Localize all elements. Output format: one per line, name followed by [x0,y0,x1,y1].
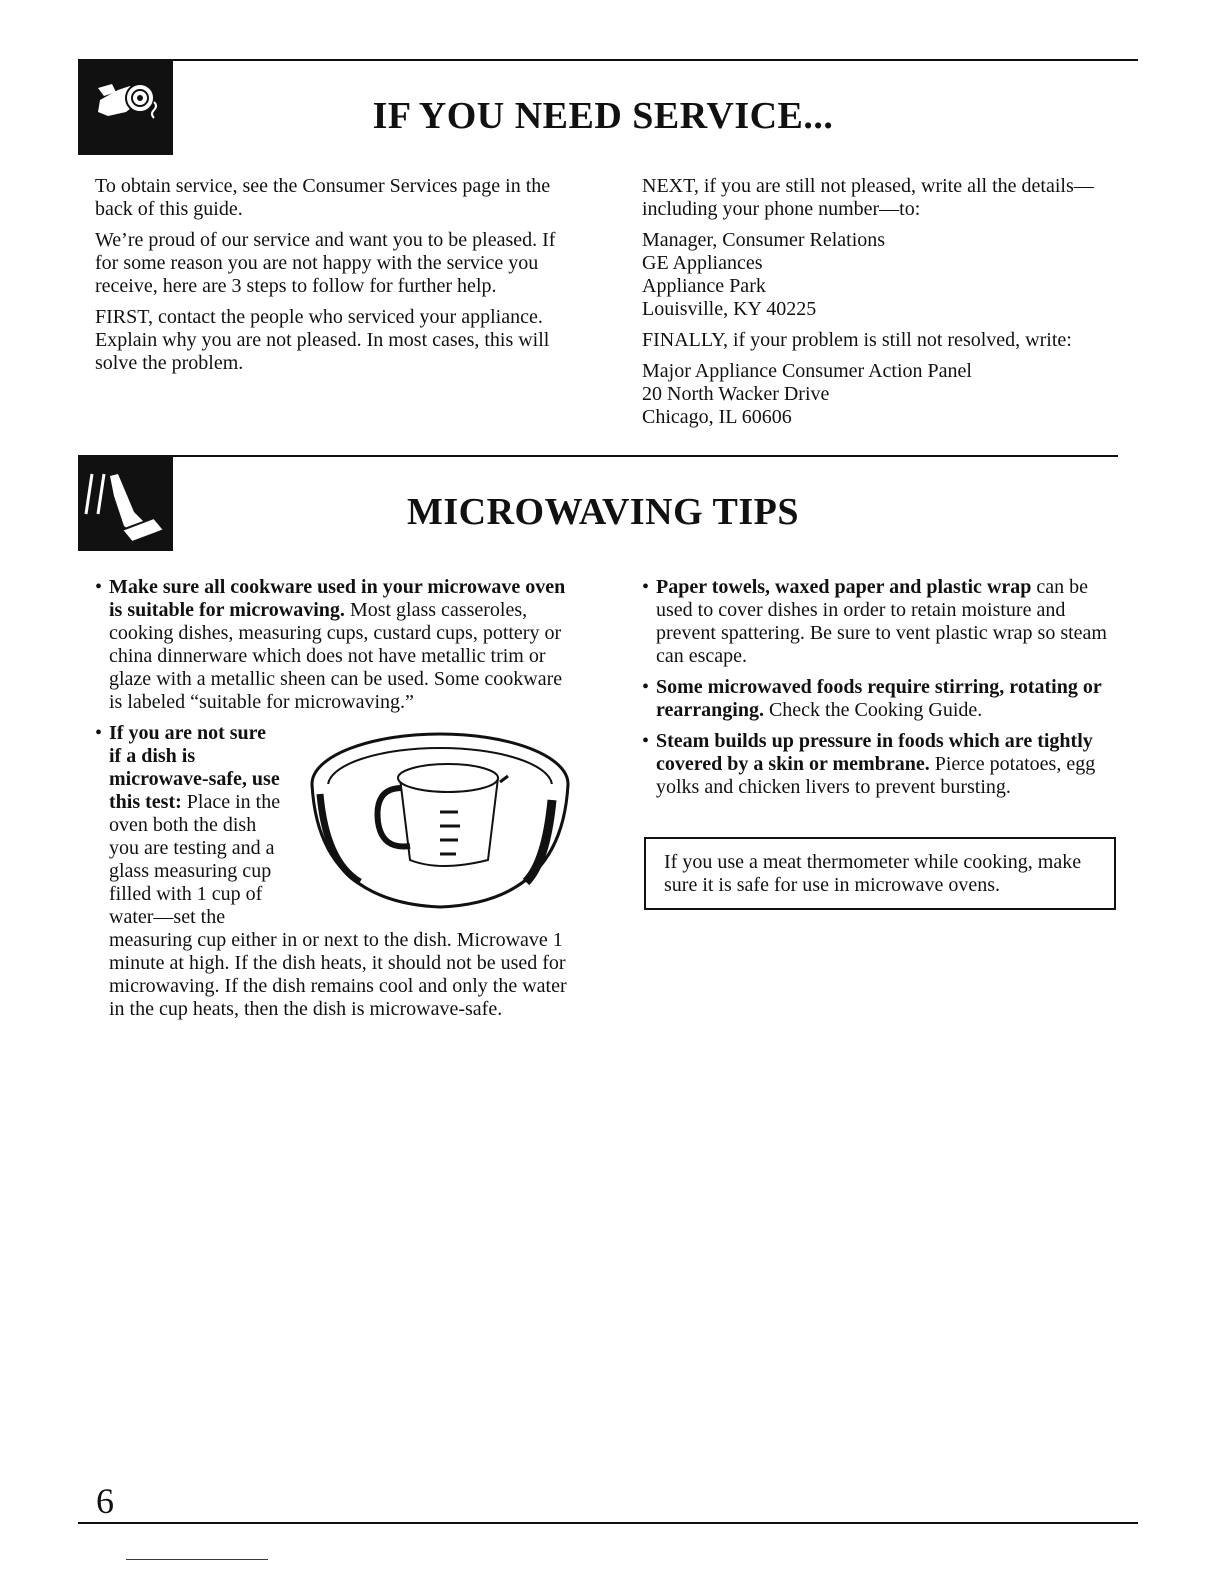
tip-stirring [642,676,1120,722]
tips-top-rule [78,455,1118,457]
service-person-icon [78,60,173,155]
tip-stirring-text: Check the Cooking Guide. [763,699,983,721]
tip-cookware-text: Most glass casseroles, cooking dishes, measuring cups, custard cups, pottery or china dinnerware which does not have metallic trim or glaze with a metallic sheen can be used. Some cookware is labeled “suitable for microwaving.” [109,599,563,713]
address-line: Appliance Park [642,275,766,297]
address-line: Chicago, IL 60606 [642,406,792,428]
tip-cookware-bold: Make sure all cookware used in your microwave oven is suitable for microwaving. [109,576,566,621]
hand-pressing-icon [78,456,173,551]
tip-stirring-bold: Some microwaved foods require stirring, rotating or rearranging. [656,676,1102,721]
tip-steam [642,730,1120,799]
address-line: Louisville, KY 40225 [642,298,817,320]
bowl-and-measuring-cup-illustration [290,722,575,922]
service-title: IF YOU NEED SERVICE... [372,95,834,137]
tip-paper-towels [642,576,1120,668]
thermometer-callout-text: If you use a meat thermometer while cooking, make sure it is safe for use in microwave ovens. [664,851,1082,896]
tips-icon-box [78,456,173,551]
service-right-column [642,175,1122,437]
service-paragraph-2: We’re proud of our service and want you to be pleased. If for some reason you are not happy with the service you receive, here are 3 steps to follow for further help. [95,229,556,297]
address-line: 20 North Wacker Drive [642,383,830,405]
tips-right-column [642,576,1120,807]
consumer-relations-address [642,229,1122,321]
thermometer-callout-box [644,837,1116,910]
bullet: • [95,722,103,744]
tips-title: MICROWAVING TIPS [407,491,799,533]
tip-dish-test-bold: If you are not sure if a dish is microwave-safe, use this test: [109,722,280,813]
service-left-column [95,175,580,383]
footer-rule [78,1522,1138,1524]
service-finally-text: FINALLY, if your problem is still not resolved, write: [642,329,1072,351]
service-top-rule [78,59,1138,61]
tip-cookware [95,576,575,714]
service-icon-box [78,60,173,155]
action-panel-address [642,360,1122,429]
tip-steam-text: Pierce potatoes, egg yolks and chicken livers to prevent bursting. [656,753,1096,798]
tip-steam-bold: Steam builds up pressure in foods which are tightly covered by a skin or membrane. [656,730,1093,775]
service-paragraph-3: FIRST, contact the people who serviced your appliance. Explain why you are not pleased. In most cases, this will solve the problem. [95,306,550,374]
address-line: Major Appliance Consumer Action Panel [642,360,972,382]
tip-paper-towels-text: can be used to cover dishes in order to retain moisture and prevent spattering. Be sure to vent plastic wrap so steam can escape. [656,576,1107,667]
tip-dish-test-text: Place in the oven both the dish you are testing and a glass measuring cup filled with 1 cup of water—set the measuring cup either in or next to the dish. Microwave 1 minute at high. If the dish heats, it should not be used for microwaving. If the dish remains cool and only the water in the cup heats, then the dish is microwave-safe. [109,791,567,1020]
bullet: • [642,576,650,598]
bullet: • [642,676,650,698]
address-line: Manager, Consumer Relations [642,229,886,251]
address-line: GE Appliances [642,252,763,274]
tip-paper-towels-bold: Paper towels, waxed paper and plastic wrap [656,576,1032,598]
page-number: 6 [96,1481,114,1521]
bullet: • [642,730,650,752]
service-next-text: NEXT, if you are still not pleased, write all the details—including your phone number—to: [642,175,1094,220]
tip-dish-test [95,722,575,1021]
tips-left-column [95,576,575,1029]
bullet: • [95,576,103,598]
footer-accent-line [126,1559,268,1560]
service-paragraph-1: To obtain service, see the Consumer Services page in the back of this guide. [95,175,551,220]
